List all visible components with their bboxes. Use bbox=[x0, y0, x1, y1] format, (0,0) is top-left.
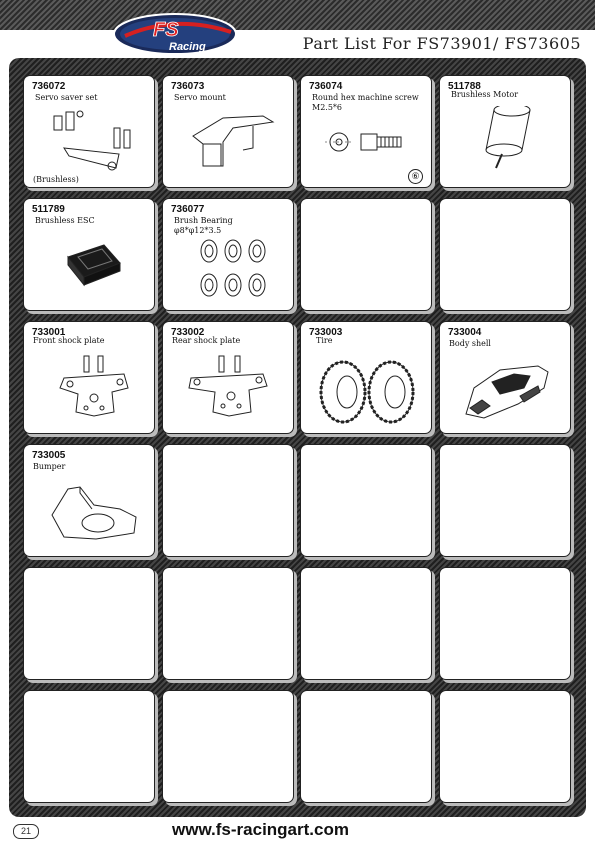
part-number: 736074 bbox=[309, 81, 343, 92]
part-card-733002 bbox=[162, 321, 294, 434]
part-number: 733002 bbox=[171, 327, 205, 338]
part-name: Brushless Motor bbox=[451, 90, 519, 99]
part-card-511788 bbox=[439, 75, 571, 188]
part-card-733003 bbox=[300, 321, 432, 434]
part-name: Body shell bbox=[449, 339, 491, 348]
part-card-736072 bbox=[23, 75, 155, 188]
part-name: Bumper bbox=[33, 462, 66, 471]
part-name: Rear shock plate bbox=[172, 336, 241, 345]
part-number: 733005 bbox=[32, 450, 66, 461]
quantity-badge: ⑥ bbox=[408, 169, 423, 184]
part-spec: M2.5*6 bbox=[312, 103, 343, 112]
tire-icon bbox=[301, 352, 431, 432]
motor-icon bbox=[440, 106, 570, 186]
part-card-733001 bbox=[23, 321, 155, 434]
part-card-empty bbox=[300, 567, 432, 680]
part-note: (Brushless) bbox=[33, 175, 79, 184]
servo-mount-icon bbox=[163, 106, 293, 186]
servo-saver-icon bbox=[24, 106, 154, 186]
part-number: 733003 bbox=[309, 327, 343, 338]
logo-sub-text: Racing bbox=[169, 41, 206, 53]
part-card-empty bbox=[162, 690, 294, 803]
part-card-empty bbox=[439, 198, 571, 311]
fs-racing-logo bbox=[113, 12, 243, 56]
shock-plate-icon bbox=[24, 352, 154, 432]
header-pattern-band bbox=[0, 0, 595, 30]
part-card-empty bbox=[300, 198, 432, 311]
part-name: Tire bbox=[316, 336, 333, 345]
part-card-empty bbox=[23, 690, 155, 803]
part-name: Front shock plate bbox=[33, 336, 105, 345]
part-card-736074 bbox=[300, 75, 432, 188]
part-card-empty bbox=[300, 690, 432, 803]
page-title: Part List For FS73901/ FS73605 bbox=[302, 34, 581, 53]
page-number: 21 bbox=[13, 824, 39, 839]
part-spec: φ8*φ12*3.5 bbox=[174, 226, 222, 235]
logo-main-text: FS bbox=[153, 19, 179, 41]
body-shell-icon bbox=[440, 352, 570, 432]
part-number: 736073 bbox=[171, 81, 205, 92]
part-card-733005 bbox=[23, 444, 155, 557]
part-number: 733001 bbox=[32, 327, 66, 338]
part-number: 736077 bbox=[171, 204, 205, 215]
part-name: Brush Bearing bbox=[174, 216, 233, 225]
part-number: 736072 bbox=[32, 81, 66, 92]
part-card-empty bbox=[300, 444, 432, 557]
part-card-empty bbox=[23, 567, 155, 680]
part-number: 733004 bbox=[448, 327, 482, 338]
part-card-736073 bbox=[162, 75, 294, 188]
part-card-736077 bbox=[162, 198, 294, 311]
part-card-511789 bbox=[23, 198, 155, 311]
esc-icon bbox=[24, 229, 154, 309]
part-card-empty bbox=[162, 567, 294, 680]
part-name: Servo mount bbox=[174, 93, 226, 102]
part-card-empty bbox=[439, 690, 571, 803]
part-card-733004 bbox=[439, 321, 571, 434]
part-card-empty bbox=[439, 567, 571, 680]
bumper-icon bbox=[24, 475, 154, 555]
part-card-empty bbox=[162, 444, 294, 557]
part-name: Servo saver set bbox=[35, 93, 98, 102]
bearing-icon bbox=[163, 229, 293, 309]
part-card-empty bbox=[439, 444, 571, 557]
part-name: Brushless ESC bbox=[35, 216, 95, 225]
website-url: www.fs-racingart.com bbox=[172, 820, 349, 839]
part-number: 511788 bbox=[448, 81, 481, 92]
shock-plate-icon bbox=[163, 352, 293, 432]
part-name: Round hex machine screw bbox=[312, 93, 419, 102]
part-number: 511789 bbox=[32, 204, 65, 215]
